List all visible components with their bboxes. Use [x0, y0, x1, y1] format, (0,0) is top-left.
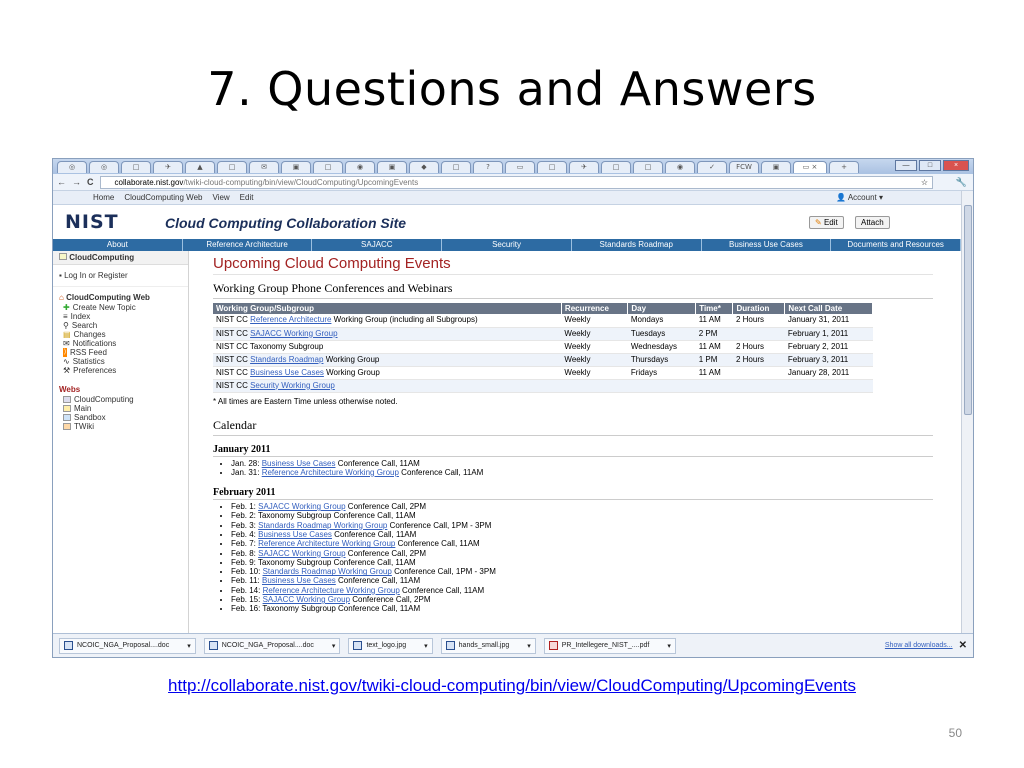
cell-rec: Weekly	[561, 353, 627, 366]
list-item	[231, 468, 933, 477]
sidebar-item-preferences[interactable]: ⚒ Preferences	[63, 366, 117, 375]
cell-dur: 2 Hours	[733, 340, 785, 353]
nav-sajacc[interactable]: SAJACC	[312, 239, 442, 251]
web-color-icon	[63, 414, 71, 421]
table-row	[213, 327, 873, 340]
nav-reference-architecture[interactable]: Reference Architecture	[183, 239, 313, 251]
download-item[interactable]	[544, 638, 676, 654]
browser-tab[interactable]: □	[217, 161, 247, 173]
item-suffix: Conference Call, 2PM	[350, 595, 431, 605]
webs-heading: Webs	[59, 385, 81, 394]
group-prefix: NIST CC Taxonomy Subgroup	[216, 341, 324, 351]
item-suffix: Conference Call, 2PM	[345, 502, 427, 512]
download-name: hands_small.jpg	[458, 642, 510, 649]
rss-icon: )	[64, 349, 66, 355]
item-link[interactable]: Reference Architecture Working Group	[262, 585, 400, 595]
february-title: February 2011	[213, 487, 933, 500]
cell-time: 11 AM	[696, 314, 733, 327]
browser-tab[interactable]: ✉	[249, 161, 279, 173]
bookmark-view[interactable]: View	[212, 193, 230, 202]
item-suffix: Conference Call, 2PM	[345, 548, 427, 558]
item-prefix: Feb. 1:	[231, 502, 259, 512]
group-prefix: NIST CC	[216, 315, 251, 324]
group-prefix: NIST CC	[216, 328, 251, 338]
item-suffix: Conference Call, 11AM	[331, 529, 417, 539]
cell-next: February 3, 2011	[785, 353, 873, 366]
group-suffix: Working Group (including all Subgroups)	[331, 315, 478, 324]
new-topic-icon: ✚	[63, 303, 70, 312]
dropdown-arrow-icon[interactable]: ▾	[187, 642, 191, 650]
item-prefix: Feb. 2: Taxonomy Subgroup Conference Call, 11AM	[231, 511, 416, 521]
dropdown-arrow-icon[interactable]: ▾	[424, 642, 428, 650]
download-name: NCOIC_NGA_Proposal....doc	[221, 642, 314, 649]
sidebar-web-twiki[interactable]: TWiki	[53, 422, 188, 431]
maximize-button[interactable]: □	[919, 160, 941, 171]
item-link[interactable]: Business Use Cases	[261, 576, 336, 586]
cell-time: 11 AM	[696, 340, 733, 353]
list-item	[231, 558, 933, 567]
sidebar-item-rss[interactable]: ) RSS Feed	[64, 348, 107, 357]
lock-icon: ▪	[59, 271, 65, 280]
changes-icon: ▤	[63, 330, 71, 339]
col-header: Day	[628, 303, 696, 314]
group-suffix: Working Group	[323, 367, 380, 377]
item-link[interactable]: Business Use Cases	[258, 529, 332, 539]
url-input[interactable]	[100, 176, 934, 189]
page-title: Upcoming Cloud Computing Events	[213, 255, 933, 275]
browser-tab[interactable]: ✓	[697, 161, 727, 173]
sidebar-web-main[interactable]: Main	[53, 404, 188, 413]
item-prefix: Feb. 9: Taxonomy Subgroup Conference Call, 11AM	[231, 557, 416, 567]
list-item	[231, 549, 933, 558]
browser-tab[interactable]: □	[633, 161, 663, 173]
item-link[interactable]: Business Use Cases	[261, 458, 336, 468]
main-content	[213, 251, 933, 633]
browser-tab[interactable]: □	[313, 161, 343, 173]
january-title: January 2011	[213, 444, 933, 457]
download-item[interactable]	[59, 638, 196, 654]
tab-strip	[53, 159, 973, 174]
cell-rec	[561, 379, 627, 392]
browser-tab[interactable]: ✈	[569, 161, 599, 173]
cell-next: January 28, 2011	[785, 366, 873, 379]
image-icon	[446, 641, 455, 650]
group-suffix: Working Group	[323, 354, 380, 364]
cell-group	[213, 353, 561, 366]
item-suffix: Conference Call, 11AM	[399, 585, 485, 595]
bookmark-web[interactable]: CloudComputing Web	[124, 193, 203, 202]
sidebar-header: CloudComputing	[53, 251, 188, 265]
item-link[interactable]: SAJACC Working Group	[258, 548, 346, 558]
page-scrollbar[interactable]	[961, 191, 973, 633]
table-row	[213, 366, 873, 379]
download-name: NCOIC_NGA_Proposal....doc	[77, 642, 170, 649]
bookmark-home[interactable]: Home	[93, 193, 115, 202]
browser-tab[interactable]: FCW	[729, 161, 759, 173]
sidebar-web-cloudcomputing[interactable]: CloudComputing	[53, 395, 188, 404]
col-header: Time*	[696, 303, 733, 314]
scroll-thumb[interactable]	[964, 205, 972, 415]
list-item	[231, 459, 933, 468]
group-link[interactable]: Reference Architecture	[250, 315, 332, 324]
sidebar-item-statistics[interactable]: ∿ Statistics	[63, 357, 105, 366]
item-link[interactable]: Reference Architecture Working Group	[258, 539, 396, 549]
item-link[interactable]: SAJACC Working Group	[262, 595, 351, 605]
web-color-icon	[63, 396, 71, 403]
group-link[interactable]: Security Working Group	[250, 380, 335, 390]
download-items	[59, 638, 684, 654]
col-header: Recurrence	[561, 303, 627, 314]
browser-tab[interactable]: ✈	[153, 161, 183, 173]
user-icon: 👤	[836, 193, 848, 202]
cell-next: February 2, 2011	[785, 340, 873, 353]
attach-button[interactable]: Attach	[855, 216, 890, 229]
browser-tab[interactable]: ?	[473, 161, 503, 173]
dropdown-arrow-icon[interactable]: ▾	[667, 642, 671, 650]
bookmark-edit[interactable]: Edit	[239, 193, 254, 202]
list-item	[231, 539, 933, 548]
image-icon	[353, 641, 362, 650]
show-all-downloads-link[interactable]: Show all downloads...	[884, 642, 953, 649]
group-link[interactable]: Standards Roadmap	[250, 354, 324, 364]
nav-about[interactable]: About	[53, 239, 183, 251]
new-tab-button[interactable]: +	[829, 161, 859, 173]
minimize-button[interactable]: —	[895, 160, 917, 171]
item-suffix: Conference Call, 11AM	[335, 576, 421, 586]
cell-time	[696, 379, 733, 392]
cell-day: Wednesdays	[628, 340, 696, 353]
cell-dur	[733, 327, 785, 340]
download-item[interactable]	[441, 638, 536, 654]
group-prefix: NIST CC	[216, 380, 251, 390]
url-host: collaborate.nist.gov	[114, 177, 184, 187]
cell-day: Fridays	[628, 366, 696, 379]
cell-day	[628, 379, 696, 392]
cell-next: February 1, 2011	[785, 327, 873, 340]
sidebar-item-create[interactable]: ✚ Create New Topic	[63, 303, 136, 312]
download-item[interactable]	[348, 638, 432, 654]
address-bar-row	[53, 174, 973, 191]
browser-screenshot	[52, 158, 974, 658]
cell-next	[785, 379, 873, 392]
item-prefix: Jan. 28:	[231, 458, 262, 468]
close-window-button[interactable]: ×	[943, 160, 969, 171]
cell-day: Mondays	[628, 314, 696, 327]
item-suffix: Conference Call, 11AM	[335, 458, 420, 468]
mail-icon: ✉	[63, 339, 70, 348]
browser-tab[interactable]: □	[537, 161, 567, 173]
browser-tab[interactable]: ◉	[665, 161, 695, 173]
item-prefix: Feb. 7:	[231, 539, 259, 549]
browser-tab[interactable]: □	[441, 161, 471, 173]
star-icon[interactable]: ☆	[920, 177, 928, 187]
sidebar-item-changes[interactable]: ▤ Changes	[63, 330, 106, 339]
browser-tab[interactable]: □	[601, 161, 631, 173]
list-item	[231, 604, 933, 613]
browser-tab[interactable]: ▣	[281, 161, 311, 173]
timezone-footnote: * All times are Eastern Time unless otherwise noted.	[213, 396, 398, 406]
col-header: Duration	[733, 303, 785, 314]
doc-icon	[209, 641, 218, 650]
col-header: Next Call Date	[785, 303, 873, 314]
cell-time: 11 AM	[696, 366, 733, 379]
item-link[interactable]: Standards Roadmap Working Group	[262, 567, 392, 577]
sidebar-item-search[interactable]: ⚲ Search	[63, 321, 98, 330]
item-suffix: Conference Call, 1PM - 3PM	[391, 567, 496, 577]
item-prefix: Feb. 11:	[231, 576, 262, 586]
browser-tab-active[interactable]: ▭ ×	[793, 161, 827, 173]
download-name: PR_Intellegere_NIST_....pdf	[561, 642, 650, 649]
login-link[interactable]: ▪ Log In or Register	[53, 265, 188, 287]
browser-tab[interactable]: □	[121, 161, 151, 173]
cell-time: 2 PM	[696, 327, 733, 340]
table-header-row	[213, 303, 873, 314]
account-menu[interactable]: 👤 Account ▾	[836, 193, 883, 202]
browser-tab[interactable]: ◎	[57, 161, 87, 173]
list-item	[231, 576, 933, 585]
list-item	[231, 521, 933, 530]
browser-tab[interactable]: ▲	[185, 161, 215, 173]
home-icon: ⌂	[59, 293, 67, 302]
nav-standards-roadmap[interactable]: Standards Roadmap	[572, 239, 702, 251]
table-row	[213, 353, 873, 366]
sidebar-item-index[interactable]: ≡ Index	[63, 312, 91, 321]
item-link[interactable]: Reference Architecture Working Group	[261, 467, 399, 477]
slide-title: 7. Questions and Answers	[207, 62, 817, 116]
browser-tab[interactable]: ▭	[505, 161, 535, 173]
bookmarks-bar	[53, 191, 973, 205]
list-item	[231, 502, 933, 511]
edit-icon: ✎	[815, 218, 822, 227]
col-header: Working Group/Subgroup	[213, 303, 561, 314]
item-link[interactable]: SAJACC Working Group	[258, 502, 346, 512]
item-suffix: Conference Call, 11AM	[398, 467, 484, 477]
calendar-title: Calendar	[213, 418, 933, 436]
cell-rec: Weekly	[561, 340, 627, 353]
list-item	[231, 595, 933, 604]
cell-time: 1 PM	[696, 353, 733, 366]
url-path: /twiki-cloud-computing/bin/view/CloudComputing/UpcomingEvents	[183, 177, 419, 187]
dropdown-arrow-icon[interactable]: ▾	[331, 642, 336, 650]
events-table	[213, 303, 873, 393]
dropdown-arrow-icon[interactable]: ▾	[527, 642, 531, 650]
browser-tab[interactable]: ◎	[89, 161, 119, 173]
page-icon	[59, 253, 67, 260]
source-url-link[interactable]: http://collaborate.nist.gov/twiki-cloud-computing/bin/view/CloudComputing/UpcomingEvents	[168, 676, 856, 695]
web-color-icon	[63, 405, 71, 412]
back-icon[interactable]: ←	[57, 177, 66, 187]
list-item	[231, 511, 933, 520]
cell-rec: Weekly	[561, 327, 627, 340]
cell-dur	[733, 366, 785, 379]
browser-tab[interactable]: ▣	[377, 161, 407, 173]
download-name: text_logo.jpg	[366, 642, 407, 649]
forward-icon[interactable]: →	[72, 177, 81, 187]
january-list	[231, 459, 933, 478]
list-item	[231, 567, 933, 576]
group-link[interactable]: SAJACC Working Group	[250, 328, 338, 338]
item-prefix: Feb. 16: Taxonomy Subgroup Conference Call, 11AM	[231, 604, 421, 614]
list-item	[231, 530, 933, 539]
item-prefix: Feb. 14:	[231, 585, 263, 595]
cell-day: Tuesdays	[628, 327, 696, 340]
cell-day: Thursdays	[628, 353, 696, 366]
web-page	[53, 205, 961, 633]
nav-security[interactable]: Security	[442, 239, 572, 251]
downloads-bar	[53, 633, 973, 657]
item-suffix: Conference Call, 1PM - 3PM	[387, 520, 492, 530]
statistics-icon: ∿	[63, 357, 70, 366]
sidebar	[53, 251, 189, 633]
item-prefix: Feb. 10:	[231, 567, 263, 577]
search-icon: ⚲	[63, 321, 69, 330]
nav-documents[interactable]: Documents and Resources	[831, 239, 961, 251]
nav-business-use-cases[interactable]: Business Use Cases	[702, 239, 832, 251]
edit-button[interactable]: ✎ Edit	[809, 216, 844, 229]
sidebar-item-notifications[interactable]: ✉ Notifications	[63, 339, 117, 348]
preferences-icon: ⚒	[63, 366, 71, 375]
item-suffix: Conference Call, 11AM	[395, 539, 480, 549]
cell-rec: Weekly	[561, 314, 627, 327]
web-color-icon	[63, 423, 71, 430]
table-row	[213, 379, 873, 392]
download-item[interactable]	[204, 638, 341, 654]
site-nav	[53, 239, 961, 251]
list-item	[231, 586, 933, 595]
sidebar-web-sandbox[interactable]: Sandbox	[53, 413, 188, 422]
group-prefix: NIST CC	[216, 354, 251, 364]
reload-icon[interactable]: C	[87, 177, 94, 187]
february-list	[231, 502, 933, 614]
group-link[interactable]: Business Use Cases	[250, 367, 324, 377]
nist-logo: NIST	[65, 211, 119, 233]
group-prefix: NIST CC	[216, 367, 251, 377]
cell-dur: 2 Hours	[733, 353, 785, 366]
cell-rec: Weekly	[561, 366, 627, 379]
item-prefix: Feb. 15:	[231, 595, 263, 605]
item-prefix: Feb. 3:	[231, 520, 259, 530]
pdf-icon	[549, 641, 558, 650]
cell-group	[213, 314, 561, 327]
cell-group	[213, 379, 561, 392]
cell-group	[213, 327, 561, 340]
item-prefix: Jan. 31:	[231, 467, 262, 477]
cell-dur: 2 Hours	[733, 314, 785, 327]
cell-group	[213, 366, 561, 379]
doc-icon	[64, 641, 73, 650]
table-row	[213, 314, 873, 327]
wrench-icon[interactable]: 🔧	[955, 176, 967, 187]
close-icon[interactable]: ✕	[958, 640, 967, 651]
cell-dur	[733, 379, 785, 392]
item-prefix: Feb. 4:	[231, 529, 259, 539]
cell-group	[213, 340, 561, 353]
index-icon: ≡	[63, 312, 68, 321]
web-heading: ⌂ CloudComputing Web	[59, 293, 150, 302]
section-title: Working Group Phone Conferences and Webinars	[213, 281, 933, 299]
browser-tab[interactable]: ◉	[345, 161, 375, 173]
site-title: Cloud Computing Collaboration Site	[165, 215, 407, 231]
browser-tab[interactable]: ▣	[761, 161, 791, 173]
slide-number: 50	[948, 726, 962, 740]
table-row	[213, 340, 873, 353]
browser-tab[interactable]: ◆	[409, 161, 439, 173]
item-link[interactable]: Standards Roadmap Working Group	[258, 520, 388, 530]
item-prefix: Feb. 8:	[231, 548, 259, 558]
cell-next: January 31, 2011	[785, 314, 873, 327]
